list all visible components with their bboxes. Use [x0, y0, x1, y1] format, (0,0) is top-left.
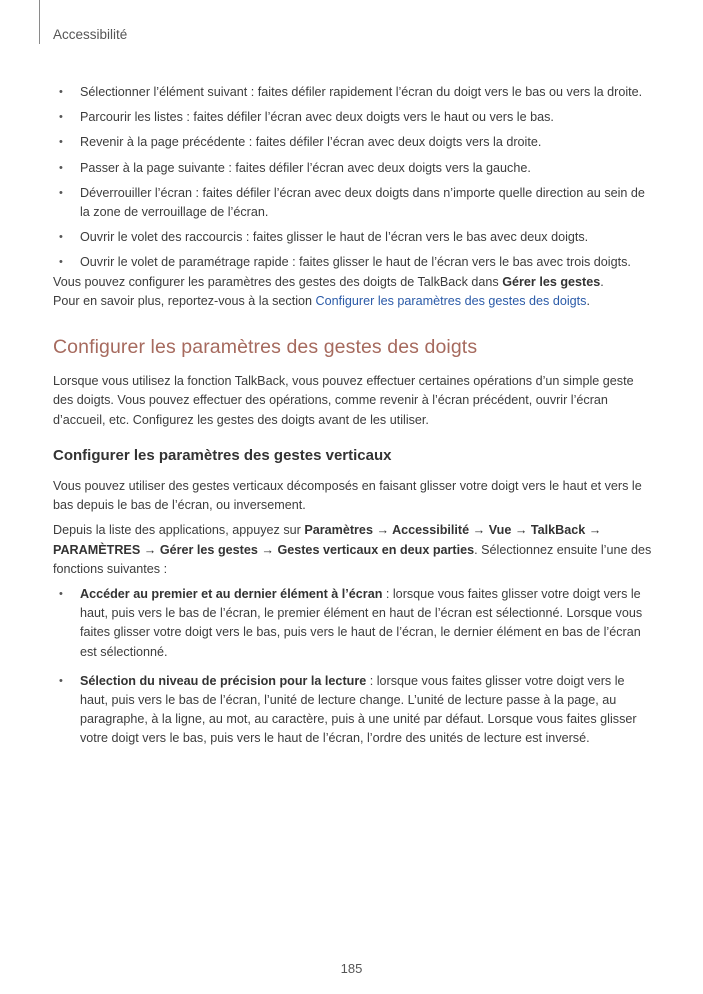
list-item — [53, 159, 653, 178]
option-title: Sélection du niveau de précision pour la lecture — [80, 673, 367, 688]
nav-arrow: → — [511, 523, 531, 538]
list-item — [53, 83, 653, 102]
header-rule — [39, 0, 40, 44]
list-item-text: Parcourir les listes : faites défiler l’écran avec deux doigts vers le haut ou vers le bas. — [80, 110, 554, 125]
option-description: : lorsque vous faites glisser votre doigt vers le haut, puis vers le bas de l’écran, le premier élément en haut de l’écran est sélectionné. Lorsque vous faites glisser votre doigt vers le bas, puis vers le haut de l’écran, le dernier élément en bas de l’écran est sélectionné. — [80, 587, 643, 659]
list-item — [53, 585, 653, 662]
subsection-paragraph: Vous pouvez utiliser des gestes verticaux décomposés en faisant glisser votre doigt vers le haut et vers le bas depuis le bas de l’écran, ou inversement. — [53, 479, 642, 513]
list-item-text: Ouvrir le volet de paramétrage rapide : faites glisser le haut de l’écran vers le bas avec trois doigts. — [80, 255, 631, 270]
bullet-icon: • — [59, 256, 63, 269]
list-item — [53, 184, 653, 222]
bullet-icon: • — [59, 186, 63, 199]
config-note-period: . — [600, 274, 604, 289]
vertical-gesture-options — [53, 585, 653, 749]
navigation-path — [53, 521, 653, 579]
bullet-icon: • — [59, 231, 63, 244]
list-item-text: Ouvrir le volet des raccourcis : faites glisser le haut de l’écran vers le bas avec deux doigts. — [80, 230, 589, 245]
bullet-icon: • — [59, 136, 63, 149]
nav-arrow: → — [257, 542, 278, 557]
list-item-text: Revenir à la page précédente : faites défiler l’écran avec deux doigts vers la droite. — [80, 135, 542, 150]
page-header-title: Accessibilité — [53, 27, 128, 42]
nav-outro: . Sélectionnez ensuite l’une des fonctions suivantes : — [53, 542, 652, 576]
subsection-title: Configurer les paramètres des gestes verticaux — [53, 446, 392, 464]
gesture-list — [53, 83, 653, 273]
bullet-icon: • — [59, 86, 63, 98]
list-item — [53, 253, 653, 272]
nav-step: Accessibilité — [392, 523, 470, 538]
section-title: Configurer les paramètres des gestes des doigts — [53, 336, 478, 359]
bullet-icon: • — [59, 111, 63, 124]
list-item — [53, 672, 653, 749]
config-note-menu: Gérer les gestes — [502, 274, 601, 289]
nav-arrow: → — [372, 523, 393, 538]
nav-arrow: → — [469, 523, 489, 538]
config-note-text: Vous pouvez configurer les paramètres des gestes des doigts de TalkBack dans — [53, 274, 503, 289]
nav-arrow: → — [140, 542, 160, 557]
section-paragraph: Lorsque vous utilisez la fonction TalkBack, vous pouvez effectuer certaines opérations d’un simple geste des doigts. Vous pouvez effectuer des opérations, comme revenir à l’écran précédent, ouvrir l’écran d’accueil, etc. Configurez les gestes des doigts avant de les utiliser. — [53, 374, 634, 427]
page-content — [53, 83, 653, 759]
list-item-text: Sélectionner l’élément suivant : faites défiler rapidement l’écran du doigt vers le bas ou vers la droite. — [80, 85, 643, 99]
nav-step: TalkBack — [530, 523, 586, 538]
list-item — [53, 228, 653, 247]
nav-intro: Depuis la liste des applications, appuyez sur — [53, 523, 305, 538]
nav-step: Gérer les gestes — [159, 542, 258, 557]
section-link[interactable]: Configurer les paramètres des gestes des doigts — [315, 293, 587, 308]
bullet-icon: • — [59, 161, 63, 174]
list-item-text: Déverrouiller l’écran : faites défiler l’écran avec deux doigts dans n’importe quelle direction au sein de la zone de verrouillage de l’écran. — [80, 185, 645, 220]
nav-step: Gestes verticaux en deux parties — [277, 542, 475, 557]
list-item-text: Passer à la page suivante : faites défiler l’écran avec deux doigts vers la gauche. — [80, 160, 531, 175]
list-item — [53, 108, 653, 127]
config-note — [53, 273, 653, 311]
config-note-end: . — [586, 293, 590, 308]
nav-step: PARAMÈTRES — [53, 542, 141, 557]
option-description: : lorsque vous faites glisser votre doigt vers le haut, puis vers le bas de l’écran, l’unité de lecture change. L’unité de lecture passe à la page, au paragraphe, à la ligne, au mot, au caractère, puis à une unité par défaut. Lorsque vous faites glisser votre doigt vers le bas, puis vers le haut de l’écran, l’ordre des unités de lecture est inversé. — [80, 673, 637, 746]
nav-step: Paramètres — [304, 523, 373, 538]
nav-arrow: → — [585, 523, 602, 538]
bullet-icon: • — [59, 588, 63, 601]
nav-step: Vue — [488, 523, 512, 538]
bullet-icon: • — [59, 674, 63, 687]
list-item — [53, 133, 653, 152]
config-note-reference: Pour en savoir plus, reportez-vous à la section — [53, 293, 316, 308]
option-title: Accéder au premier et au dernier élément à l’écran — [80, 587, 383, 602]
page-number: 185 — [340, 961, 363, 976]
